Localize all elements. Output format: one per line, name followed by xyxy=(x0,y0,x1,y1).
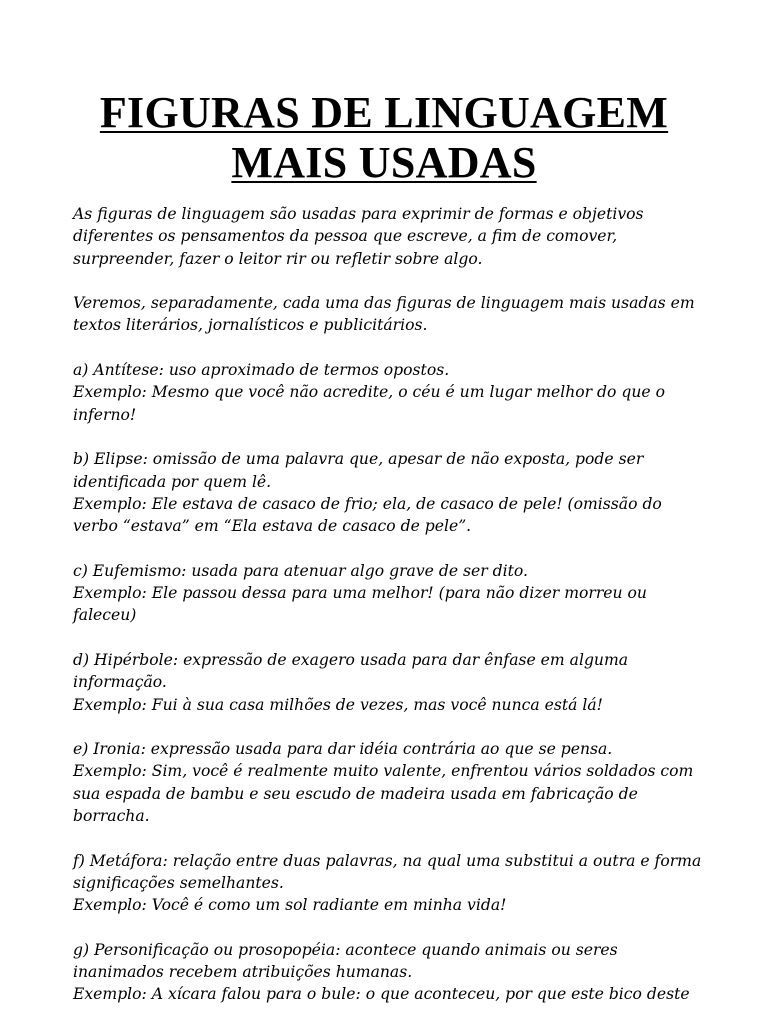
text-line: Exemplo: Ele passou dessa para uma melhor! (para não dizer morreu ou xyxy=(73,584,647,603)
text-line: Exemplo: Ele estava de casaco de frio; ela, de casaco de pele! (omissão do xyxy=(73,494,662,513)
text-line: surpreender, fazer o leitor rir ou refletir sobre algo. xyxy=(73,249,483,268)
figure-item-personificacao xyxy=(73,939,713,1006)
text-line: inanimados recebem atribuições humanas. xyxy=(73,963,413,982)
figure-item-antitese xyxy=(73,359,713,426)
text-line: sua espada de bambu e seu escudo de madeira usada em fabricação de xyxy=(73,784,638,803)
text-line: identificada por quem lê. xyxy=(73,472,272,491)
figure-item-elipse xyxy=(73,448,713,537)
text-line: Exemplo: Sim, você é realmente muito valente, enfrentou vários soldados com xyxy=(73,762,694,781)
text-line: Exemplo: Fui à sua casa milhões de vezes, mas você nunca está lá! xyxy=(73,695,603,714)
text-line: inferno! xyxy=(73,405,137,424)
document-body xyxy=(73,203,713,1024)
text-line: e) Ironia: expressão usada para dar idéia contrária ao que se pensa. xyxy=(73,740,613,759)
text-line: Exemplo: Você é como um sol radiante em minha vida! xyxy=(73,896,507,915)
text-line: As figuras de linguagem são usadas para exprimir de formas e objetivos xyxy=(73,205,644,223)
text-line: verbo “estava” em “Ela estava de casaco de pele”. xyxy=(73,517,472,536)
figure-item-ironia xyxy=(73,738,713,827)
document-title xyxy=(0,0,768,188)
intro-paragraph xyxy=(73,203,713,270)
text-line: diferentes os pensamentos da pessoa que escreve, a fim de comover, xyxy=(73,227,618,246)
title-line-2: MAIS USADAS xyxy=(231,138,537,187)
text-line: c) Eufemismo: usada para atenuar algo grave de ser dito. xyxy=(73,561,528,580)
figure-item-hiperbole xyxy=(73,649,713,716)
text-line: Exemplo: A xícara falou para o bule: o que aconteceu, por que este bico deste xyxy=(73,985,690,1004)
text-line: informação. xyxy=(73,673,167,692)
text-line: f) Metáfora: relação entre duas palavras, na qual uma substitui a outra e forma xyxy=(73,851,702,870)
text-line: borracha. xyxy=(73,807,150,826)
text-line: significações semelhantes. xyxy=(73,873,284,892)
text-line: Exemplo: Mesmo que você não acredite, o céu é um lugar melhor do que o xyxy=(73,383,665,402)
text-line: textos literários, jornalísticos e publicitários. xyxy=(73,316,428,335)
text-line: faleceu) xyxy=(73,606,137,625)
text-line: a) Antítese: uso aproximado de termos opostos. xyxy=(73,361,450,380)
intro-paragraph-2 xyxy=(73,292,713,337)
figure-item-metafora xyxy=(73,850,713,917)
title-line-1: FIGURAS DE LINGUAGEM xyxy=(99,88,669,137)
text-line: d) Hipérbole: expressão de exagero usada para dar ênfase em alguma xyxy=(73,650,629,669)
figure-item-eufemismo xyxy=(73,560,713,627)
text-line: b) Elipse: omissão de uma palavra que, apesar de não exposta, pode ser xyxy=(73,450,644,469)
text-line: g) Personificação ou prosopopéia: acontece quando animais ou seres xyxy=(73,940,618,959)
text-line: Veremos, separadamente, cada uma das figuras de linguagem mais usadas em xyxy=(73,294,695,313)
